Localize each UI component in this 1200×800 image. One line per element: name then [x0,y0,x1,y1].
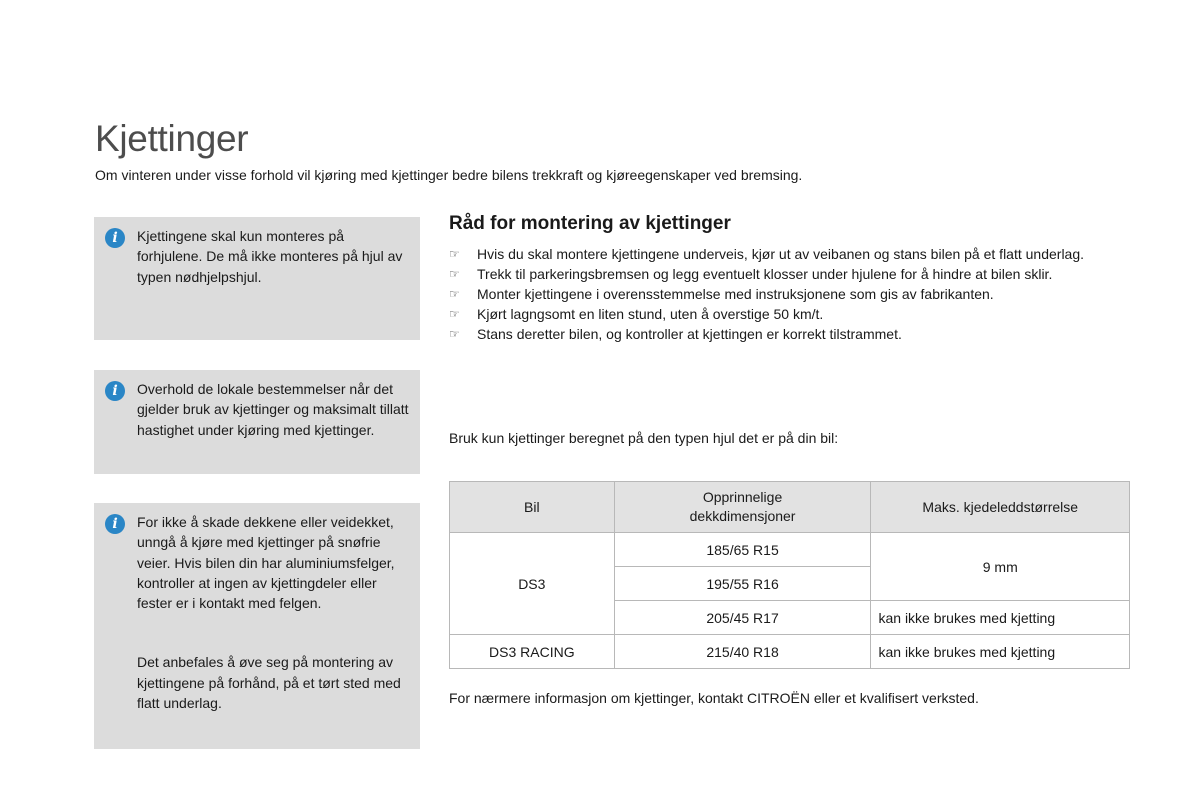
info-text: Det anbefales å øve seg på montering av kjettingene på forhånd, på et tørt sted med flatt underlag. [137,654,401,712]
page-title: Kjettinger [95,118,249,159]
max-size-cell: kan ikke brukes med kjetting [871,635,1130,669]
info-box [94,370,420,474]
pointing-hand-icon: ☞ [449,247,460,261]
pointing-hand-icon: ☞ [449,267,460,281]
info-icon: i [105,514,125,534]
info-icon: i [105,228,125,248]
tire-cell: 195/55 R16 [614,567,871,601]
list-item [449,304,1129,324]
info-icon: i [105,381,125,401]
list-item [449,264,1129,284]
pointing-hand-icon: ☞ [449,327,460,341]
car-cell: DS3 RACING [450,635,615,669]
info-text: Overhold de lokale bestemmelser når det gjelder bruk av kjettinger og maksimalt tillatt hastighet under kjøring med kjettinger. [137,381,409,438]
intro-text: Om vinteren under visse forhold vil kjøring med kjettinger bedre bilens trekkraft og kjøreegenskaper ved bremsing. [95,167,803,183]
table-row [450,635,1130,669]
info-box [94,217,420,340]
info-text: Kjettingene skal kun monteres på forhjulene. De må ikke monteres på hjul av typen nødhjelpshjul. [137,228,403,285]
info-text: For ikke å skade dekkene eller veidekket, unngå å kjøre med kjettinger på snøfrie veier. Hvis bilen din har aluminiumsfelger, kontroller at ingen av kjettingdeler eller fester er i kontakt med felgen. [137,514,395,612]
footer-note: For nærmere informasjon om kjettinger, kontakt CITROËN eller et kvalifisert verksted. [449,690,979,706]
list-item-text: Monter kjettingene i overensstemmelse med instruksjonene som gis av fabrikanten. [477,286,994,302]
tire-cell: 185/65 R15 [614,533,871,567]
list-item [449,324,1129,344]
list-item-text: Stans deretter bilen, og kontroller at kjettingen er korrekt tilstrammet. [477,326,902,342]
max-size-cell: kan ikke brukes med kjetting [871,601,1130,635]
list-item-text: Kjørt lagngsomt en liten stund, uten å overstige 50 km/t. [477,306,824,322]
info-box [94,503,420,749]
column-header: Maks. kjedeleddstørrelse [871,482,1130,533]
list-item-text: Hvis du skal montere kjettingene underveis, kjør ut av veibanen og stans bilen på et flatt underlag. [477,246,1085,262]
table-header-row [450,482,1130,533]
tire-cell: 215/40 R18 [614,635,871,669]
column-header: Opprinnelige dekkdimensjoner [614,482,871,533]
list-item [449,244,1129,264]
list-item [449,284,1129,304]
section-heading: Råd for montering av kjettinger [449,213,731,234]
pointing-hand-icon: ☞ [449,307,460,321]
table-intro: Bruk kun kjettinger beregnet på den typen hjul det er på din bil: [449,430,839,446]
chain-size-table [449,481,1130,669]
column-header: Bil [450,482,615,533]
instruction-list [449,244,1129,344]
car-cell: DS3 [450,533,615,635]
table-row [450,533,1130,567]
tire-cell: 205/45 R17 [614,601,871,635]
pointing-hand-icon: ☞ [449,287,460,301]
max-size-cell: 9 mm [871,533,1130,601]
list-item-text: Trekk til parkeringsbremsen og legg eventuelt klosser under hjulene for å hindre at bilen sklir. [477,266,1053,282]
